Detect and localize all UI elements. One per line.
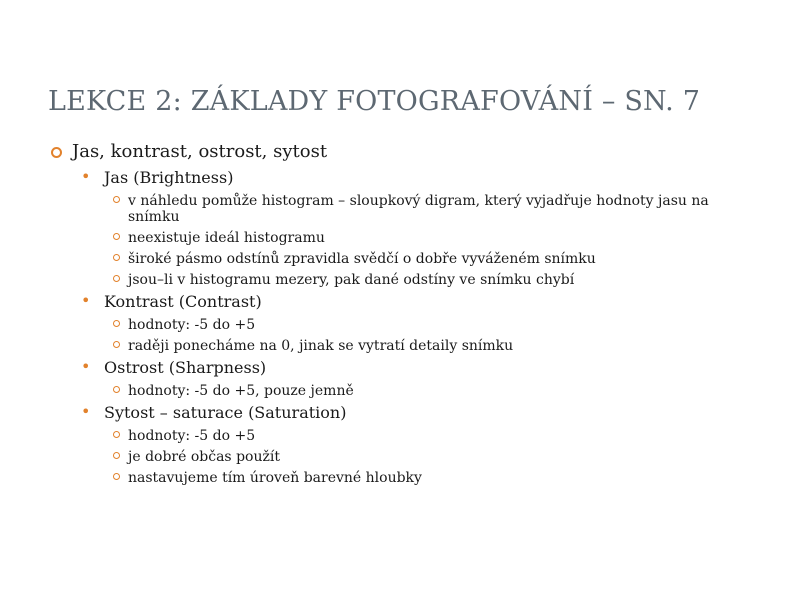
list-item: [48, 317, 768, 333]
list-item: [48, 470, 768, 486]
circle-bullet-icon: [113, 196, 120, 203]
list-item: [48, 251, 768, 267]
section-heading-label: Sytost – saturace (Saturation): [104, 403, 347, 422]
list-item: [48, 428, 768, 444]
dot-bullet-icon: •: [81, 402, 91, 421]
section-heading-label: Kontrast (Contrast): [104, 292, 262, 311]
list-item: [48, 449, 768, 465]
topic-label: Jas, kontrast, ostrost, sytost: [72, 141, 328, 162]
list-item: [48, 193, 768, 225]
circle-bullet-icon: [113, 233, 120, 240]
section-heading-label: Ostrost (Sharpness): [104, 358, 267, 377]
list-item-text: hodnoty: -5 do +5: [128, 317, 256, 333]
slide-content: [48, 140, 768, 486]
list-item-text: raději ponecháme na 0, jinak se vytratí detaily snímku: [128, 338, 514, 354]
list-item-text: neexistuje ideál histogramu: [128, 230, 325, 246]
circle-bullet-icon: [113, 431, 120, 438]
list-item-text: je dobré občas použít: [128, 449, 280, 465]
list-item-text: nastavujeme tím úroveň barevné hloubky: [128, 470, 422, 486]
circle-bullet-icon: [113, 386, 120, 393]
circle-bullet-icon: [113, 254, 120, 261]
circle-bullet-icon: [51, 147, 62, 158]
list-item-text: v náhledu pomůže histogram – sloupkový digram, který vyjadřuje hodnoty jasu na snímku: [128, 193, 709, 225]
circle-bullet-icon: [113, 473, 120, 480]
circle-bullet-icon: [113, 320, 120, 327]
circle-bullet-icon: [113, 275, 120, 282]
list-item-text: hodnoty: -5 do +5, pouze jemně: [128, 383, 354, 399]
list-item-text: hodnoty: -5 do +5: [128, 428, 256, 444]
section-heading-label: Jas (Brightness): [104, 168, 234, 187]
list-item-text: široké pásmo odstínů zpravidla svědčí o dobře vyváženém snímku: [128, 251, 596, 267]
section-heading-sharpness: [48, 357, 768, 378]
list-item: [48, 272, 768, 288]
topic-item: [48, 140, 768, 164]
section-heading-saturation: [48, 402, 768, 423]
dot-bullet-icon: •: [81, 167, 91, 186]
dot-bullet-icon: •: [81, 357, 91, 376]
slide-title: LEKCE 2: ZÁKLADY FOTOGRAFOVÁNÍ – SN. 7: [48, 86, 701, 117]
section-heading-contrast: [48, 291, 768, 312]
list-item: [48, 383, 768, 399]
list-item-text: jsou–li v histogramu mezery, pak dané odstíny ve snímku chybí: [128, 272, 575, 288]
list-item: [48, 338, 768, 354]
dot-bullet-icon: •: [81, 291, 91, 310]
list-item: [48, 230, 768, 246]
circle-bullet-icon: [113, 452, 120, 459]
section-heading-brightness: [48, 167, 768, 188]
circle-bullet-icon: [113, 341, 120, 348]
